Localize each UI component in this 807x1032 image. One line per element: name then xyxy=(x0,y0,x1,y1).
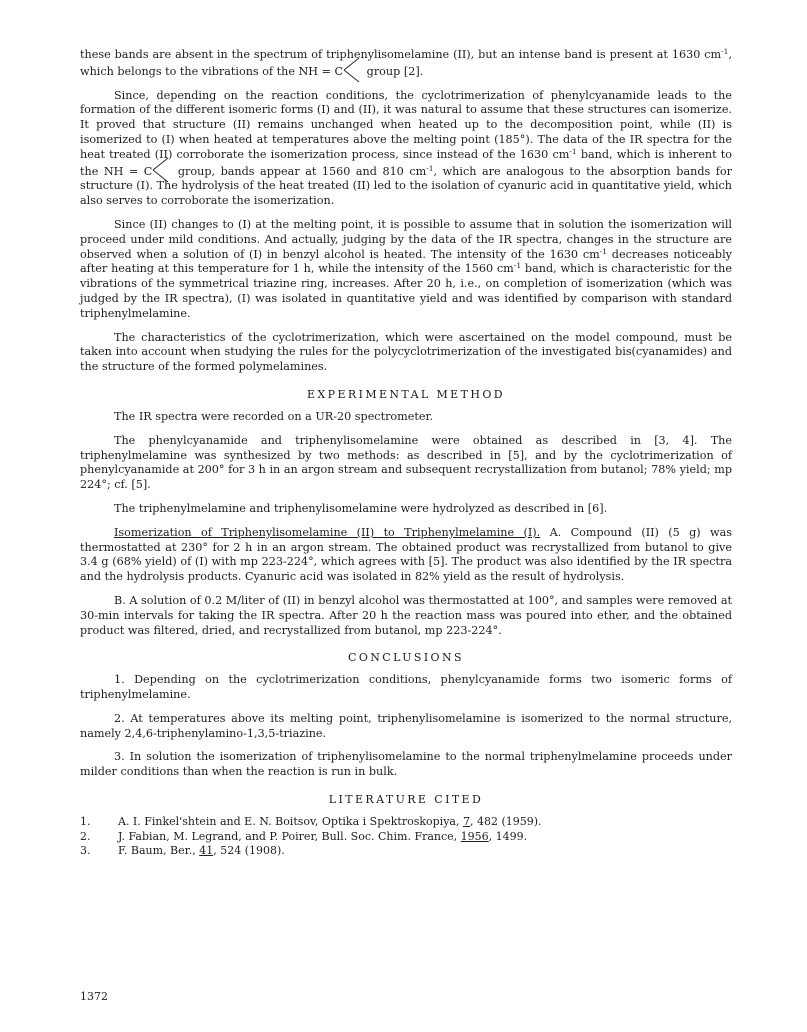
paragraph-isomerization: Since, depending on the reaction conditions, the cyclotrimerization of phenylcyanamide leads to the formation of the different isomeric forms (I) and (II), it was natural to assume that these structures can isomerize. It proved that structure (II) remains unchanged when heated up to the decomposition point, while (II) is isomerized to (I) when heated at temperatures above the melting point (185°). The data of the IR spectra for the heat treated (II) corroborate the isomerization process, since instead of the 1630 $cm^{-1}$ band, which is inherent to the NH = C group, bands appear at 1560 and 810 $cm^{-1}$, which are analogous to the absorption bands for structure (I). The hydrolysis of the heat treated (II) led to the isolation of cyanuric acid in quantitative yield, which also serves to corroborate the isomerization. xyxy=(80,88,732,208)
reference-text: A. I. Finkel'shtein and E. N. Boitsov, Optika i Spektroskopiya, 7, 482 (1959). xyxy=(118,815,542,829)
article-body xyxy=(80,48,732,859)
paragraph-procedure-a: Isomerization of Triphenylisomelamine (II) to Triphenylmelamine (I). A. Compound (II) (5 g) was thermostatted at 230° for 2 h in an argon stream. The obtained product was recrystallized from butanol to give 3.4 g (68% yield) of (I) with mp 223-224°, which agrees with [5]. The product was also identified by the IR spectra and the hydrolysis products. Cyanuric acid was isolated in 82% yield as the result of hydrolysis. xyxy=(80,525,732,584)
paragraph-synthesis: The phenylcyanamide and triphenylisomelamine were obtained as described in [3, 4]. The triphenylmelamine was synthesized by two methods: as described in [5], and by the cyclotrimerization of phenylcyanamide at 200° for 3 h in an argon stream and subsequent recrystallization from butanol; 78% yield; mp 224°; cf. [5]. xyxy=(80,433,732,492)
paragraph-characteristics: The characteristics of the cyclotrimerization, which were ascertained on the model compound, must be taken into account when studying the rules for the polycyclotrimerization of the investigated bis(cyanamides) and the structure of the formed polymelamines. xyxy=(80,330,732,374)
conclusion-item: 1. Depending on the cyclotrimerization conditions, phenylcyanamide forms two isomeric forms of triphenylmelamine. xyxy=(80,673,732,702)
reference-item xyxy=(80,830,732,845)
conclusion-item: 2. At temperatures above its melting point, triphenylisomelamine is isomerized to the normal structure, namely 2,4,6-triphenylamino-1,3,5-triazine. xyxy=(80,711,732,740)
paragraph-ir-bands: these bands are absent in the spectrum of triphenylisomelamine (II), but an intense band is present at 1630 $cm^{-1}$, which belongs to the vibrations of the NH = C group [2]. xyxy=(80,48,732,80)
conclusion-item: 3. In solution the isomerization of triphenylisomelamine to the normal triphenylmelamine proceeds under milder conditions than when the reaction is run in bulk. xyxy=(80,750,732,779)
section-heading-literature: LITERATURE CITED xyxy=(328,793,484,807)
imine-bond-symbol xyxy=(343,63,361,77)
section-heading-experimental: EXPERIMENTAL METHOD xyxy=(307,387,505,401)
reference-number: 2. xyxy=(80,829,91,843)
reference-number: 3. xyxy=(80,844,91,858)
reference-number: 1. xyxy=(80,815,91,829)
reference-item xyxy=(80,815,732,830)
procedure-title: Isomerization of Triphenylisomelamine (II) to Triphenylmelamine (I). xyxy=(114,525,541,539)
reference-text: J. Fabian, M. Legrand, and P. Poirer, Bull. Soc. Chim. France, 1956, 1499. xyxy=(118,829,528,843)
paragraph-hydrolysis: The triphenylmelamine and triphenylisomelamine were hydrolyzed as described in [6]. xyxy=(114,501,608,515)
reference-text: F. Baum, Ber., 41, 524 (1908). xyxy=(118,844,285,858)
reference-list xyxy=(80,815,732,859)
paragraph-solution-isomerization: Since (II) changes to (I) at the melting point, it is possible to assume that in solution the isomerization will proceed under mild conditions. And actually, judging by the data of the IR spectra, changes in the structure are observed when a solution of (I) in benzyl alcohol is heated. The intensity of the 1630 $cm^{-1}$ decreases noticeably after heating at this temperature for 1 h, while the intensity of the 1560 $cm^{-1}$ band, which is characteristic for the vibrations of the symmetrical triazine ring, increases. After 20 h, i.e., on completion of isomerization (which was judged by the IR spectra), (I) was isolated in quantitative yield and was identified by comparison with standard triphenylmelamine. xyxy=(80,217,732,320)
paragraph-procedure-b: B. A solution of 0.2 M/liter of (II) in benzyl alcohol was thermostatted at 100°, and samples were removed at 30-min intervals for taking the IR spectra. After 20 h the reaction mass was poured into ether, and the obtained product was filtered, dried, and recrystallized from butanol, mp 223-224°. xyxy=(80,593,732,637)
reference-item xyxy=(80,844,732,859)
section-heading-conclusions: CONCLUSIONS xyxy=(348,651,464,665)
imine-bond-symbol xyxy=(152,163,170,177)
page-number: 1372 xyxy=(80,990,108,1003)
paragraph-ir-spectrometer: The IR spectra were recorded on a UR-20 spectrometer. xyxy=(114,409,434,423)
